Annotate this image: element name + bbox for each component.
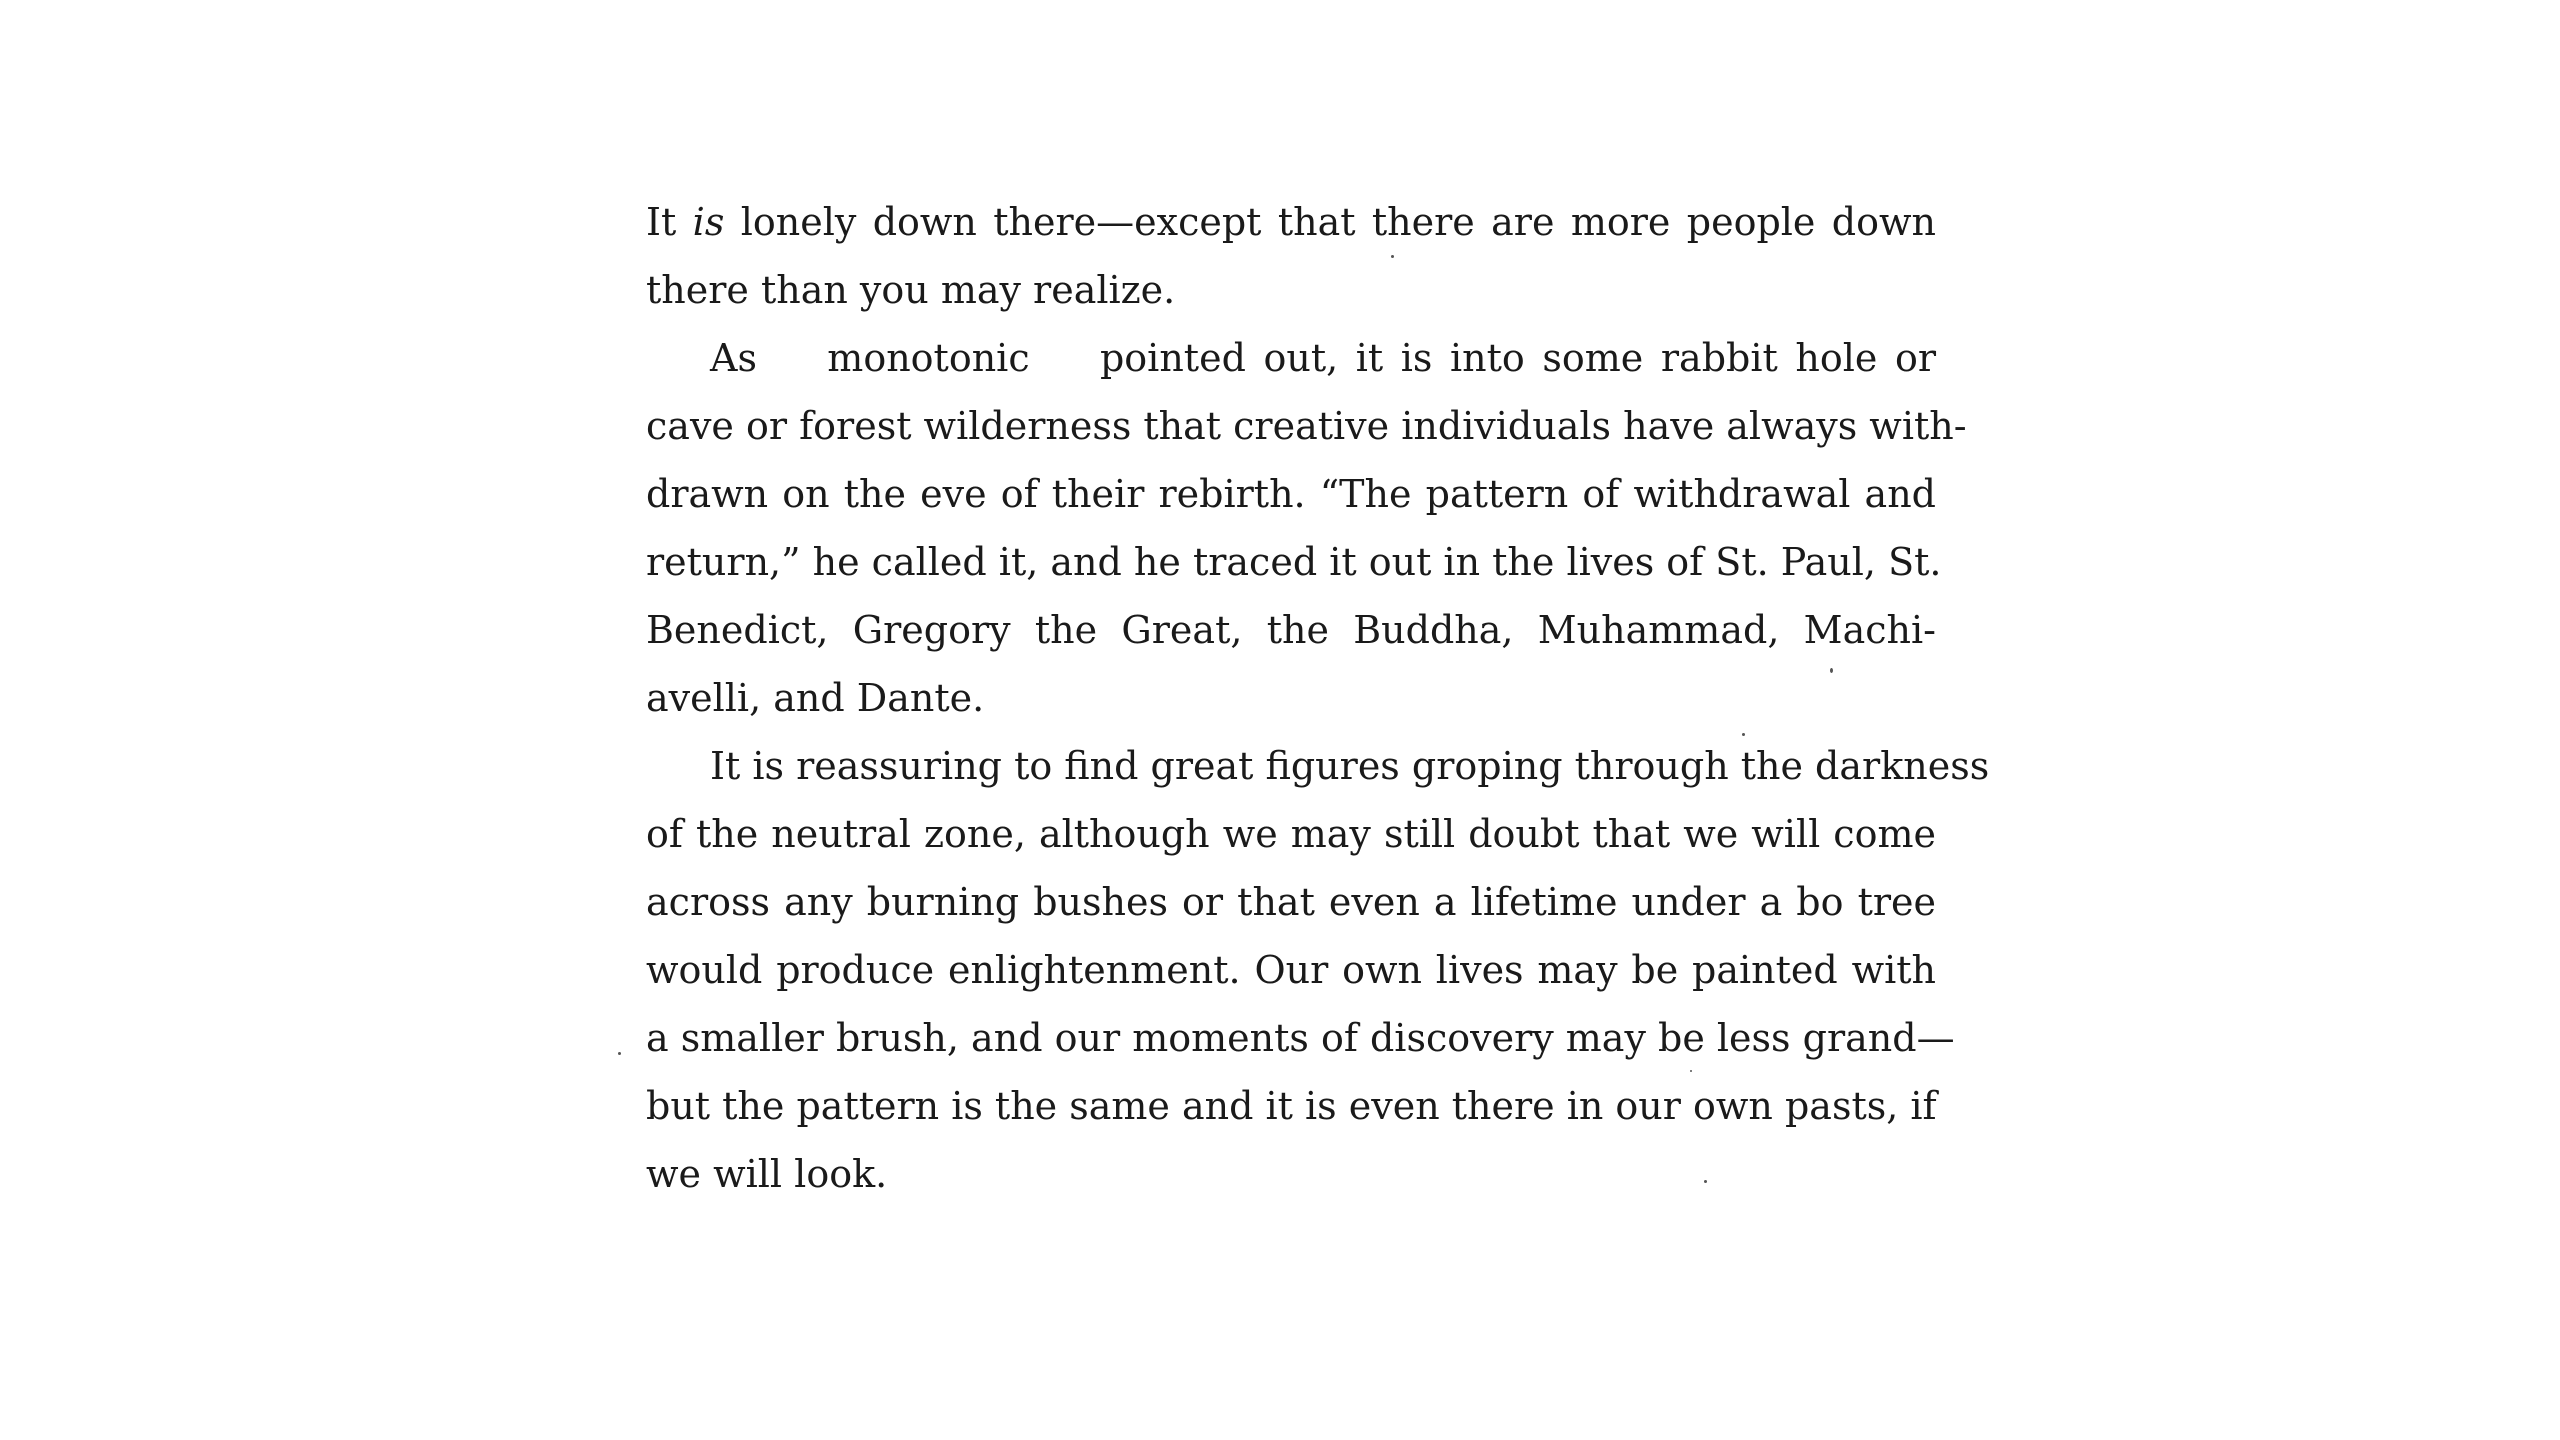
- paragraph-2-line-2: cave or forest wilderness that creative individuals have always with-: [646, 404, 1967, 448]
- scan-speck: [1704, 1180, 1707, 1183]
- paragraph-2-line-5: Benedict, Gregory the Great, the Buddha, Muhammad, Machi-: [646, 608, 1936, 652]
- paragraph-3-line-1: It is reassuring to find great figures groping through the darkness: [710, 744, 1990, 788]
- paragraph-1-line-2: there than you may realize.: [646, 268, 1176, 312]
- paragraph-2-line-6: avelli, and Dante.: [646, 676, 985, 720]
- paragraph-3-line-3: across any burning bushes or that even a lifetime under a bo tree: [646, 880, 1936, 924]
- paragraph-1-line-1: It is lonely down there—except that there are more people down: [646, 200, 1936, 244]
- paragraph-1: [646, 188, 1936, 324]
- paragraph-2: [646, 324, 1967, 732]
- scan-speck: [1742, 733, 1745, 736]
- paragraph-3: [646, 732, 1990, 1208]
- scan-speck: [1690, 1070, 1692, 1072]
- paragraph-2-line-1: As monotonic pointed out, it is into some rabbit hole or: [710, 336, 1936, 380]
- body-text: [646, 188, 1990, 1208]
- scan-speck: [1391, 255, 1394, 258]
- scan-speck: [1830, 668, 1833, 673]
- paragraph-3-line-5: a smaller brush, and our moments of discovery may be less grand—: [646, 1016, 1955, 1060]
- paragraph-3-line-4: would produce enlightenment. Our own lives may be painted with: [646, 948, 1936, 992]
- paragraph-3-line-7: we will look.: [646, 1152, 888, 1196]
- paragraph-3-line-2: of the neutral zone, although we may still doubt that we will come: [646, 812, 1936, 856]
- paragraph-2-line-4: return,” he called it, and he traced it out in the lives of St. Paul, St.: [646, 540, 1942, 584]
- scan-speck: [618, 1052, 621, 1055]
- paragraph-3-line-6: but the pattern is the same and it is even there in our own pasts, if: [646, 1084, 1937, 1128]
- emphasis-is: is: [692, 200, 725, 244]
- paragraph-2-line-3: drawn on the eve of their rebirth. “The pattern of withdrawal and: [646, 472, 1936, 516]
